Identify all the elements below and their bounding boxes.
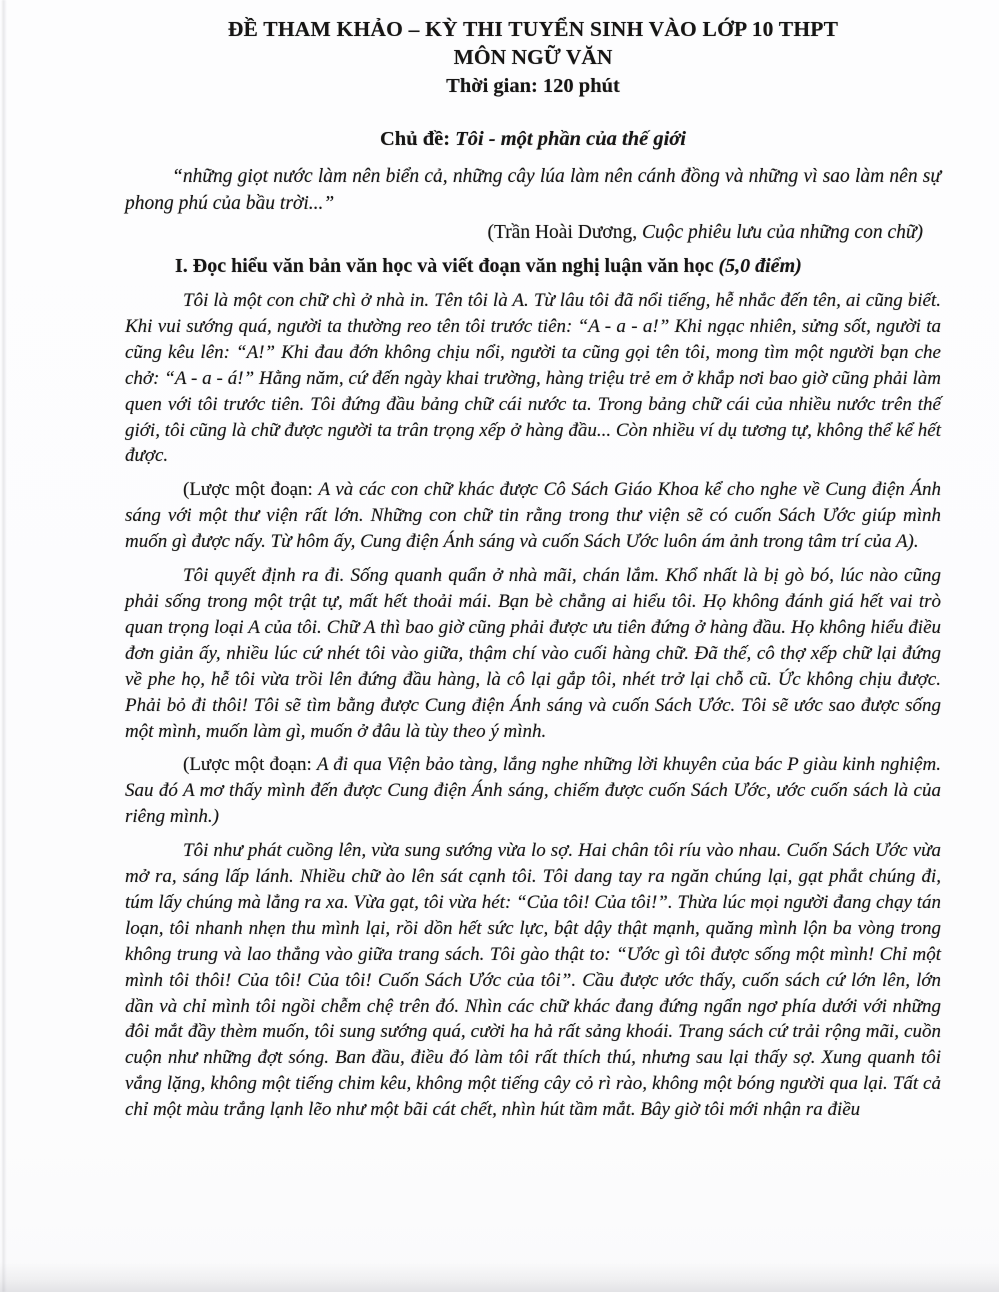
paragraph-text: Tôi quyết định ra đi. Sống quanh quẩn ở nhà mãi, chán lắm. Khổ nhất là bị gò bó, lúc nào cũng phải sống trong một trật tự, mất hết thoải mái. Bạn bè chẳng ai hiểu tôi. Họ không đánh giá hết vai trò quan trọng loại A của tôi. Chữ A thì bao giờ cũng phải được ưu tiên đứng ở hàng đầu. Họ không hiểu điều đơn giản ấy, nhiều lúc cứ nhét tôi vào giữa, thậm chí vào cuối hàng chữ. Đã thế, cô thợ xếp chữ lại đứng về phe họ, hễ tôi vừa trồi lên đứng đầu hàng, là cô lại gắp tôi, nhét trở lại chỗ cũ. Ức không chịu được. Phải bỏ đi thôi! Tôi sẽ tìm bằng được Cung điện Ánh sáng và cuốn Sách Ước. Tôi sẽ ước sao được sống một mình, muốn làm gì, muốn ở đâu là tùy theo ý mình. — [125, 565, 941, 742]
passage — [125, 288, 941, 1123]
epigraph-quote: “những giọt nước làm nên biển cả, những cây lúa làm nên cánh đồng và những vì sao làm nên sự phong phú của bầu trời...” — [125, 166, 941, 214]
page-bottom-edge-shadow — [0, 1262, 999, 1292]
exam-topic — [125, 125, 941, 153]
passage-paragraph — [125, 838, 941, 1123]
exam-header — [125, 16, 941, 101]
section-1-heading-points: (5,0 điểm) — [718, 255, 802, 277]
paragraph-text: A đi qua Viện bảo tàng, lắng nghe những lời khuyên của bác P giàu kinh nghiệm. Sau đó A mơ thấy mình đến được Cung điện Ánh sáng, chiếm được cuốn Sách Ước, ước cuốn sách là của riêng mình.) — [125, 754, 941, 828]
passage-paragraph — [125, 563, 941, 744]
exam-title-line2: MÔN NGỮ VĂN — [453, 45, 613, 69]
page-left-edge-shadow — [1, 0, 6, 1292]
passage-paragraph — [125, 288, 941, 469]
attribution-author: (Trần Hoài Dương, — [487, 222, 642, 243]
paragraph-lead: (Lược một đoạn: — [183, 754, 317, 776]
paragraph-text: Tôi là một con chữ chì ở nhà in. Tên tôi là A. Từ lâu tôi đã nổi tiếng, hễ nhắc đến tên, ai cũng biết. Khi vui sướng quá, người ta thường reo tên tôi trước tiên: “A - a - a!” Khi ngạc nhiên, sửng sốt, người ta cũng kêu lên: “A!” Khi đau đớn không chịu nổi, người ta cũng gọi tên tôi, mong tìm một người bạn che chở: “A - a - á!” Hằng năm, cứ đến ngày khai trường, hàng triệu trẻ em ở khắp nơi bao giờ cũng phải làm quen với tôi trước tiên. Tôi đứng đầu bảng chữ cái nước ta. Trong bảng chữ cái của nhiều nước trên thế giới, tôi cũng là chữ được người ta trân trọng xếp ở hàng đầu... Còn nhiều ví dụ tương tự, không thể kể hết được. — [125, 290, 941, 467]
document-content — [125, 16, 941, 1123]
exam-duration: Thời gian: 120 phút — [446, 75, 620, 97]
epigraph-attribution — [125, 219, 941, 246]
paragraph-text: Tôi như phát cuồng lên, vừa sung sướng vừa lo sợ. Hai chân tôi ríu vào nhau. Cuốn Sách Ước vừa mở ra, sáng lấp lánh. Nhiều chữ ào lên sát cạnh tôi. Tôi dang tay ra ngăn chúng lại, gạt phắt chúng đi, túm lấy chúng mà lẳng ra xa. Vừa gạt, tôi vừa hét: “Của tôi! Của tôi!”. Thừa lúc mọi người đang chạy tán loạn, tôi nhanh nhẹn thu mình lại, rồi dồn hết sức lực, bật dậy thật mạnh, quăng mình lộn ba vòng trong không trung và lao thẳng vào giữa trang sách. Tôi gào thật to: “Ước gì tôi được sống một mình! Chỉ một mình tôi thôi! Của tôi! Của tôi! Cuốn Sách Ước của tôi”. Cầu được ước thấy, cuốn sách cứ lớn lên, lớn dần và chỉ mình tôi ngồi chễm chệ trên đó. Nhìn các chữ khác đang đứng ngẩn ngơ phía dưới với những đôi mắt đầy thèm muốn, tôi sung sướng quá, cười ha hả rất sảng khoái. Trang sách cứ trải rộng mãi, cuồn cuộn như những đợt sóng. Ban đầu, điều đó làm tôi rất thích thú, nhưng sau lại thấy sợ. Xung quanh tôi vắng lặng, không một tiếng chim kêu, không một tiếng cây cỏ rì rào, không một bóng người qua lại. Tất cả chỉ một màu trắng lạnh lẽo như một bãi cát chết, nhìn hút tầm mắt. Bây giờ tôi mới nhận ra điều — [125, 840, 941, 1121]
paragraph-text: A và các con chữ khác được Cô Sách Giáo Khoa kể cho nghe về Cung điện Ánh sáng với một thư viện rất lớn. Những con chữ tin rằng trong thư viện sẽ có cuốn Sách Ước giúp mình muốn gì được nấy. Từ hôm ấy, Cung điện Ánh sáng và cuốn Sách Ước luôn ám ảnh trong tâm trí của A). — [125, 479, 942, 553]
exam-title-line1: ĐỀ THAM KHẢO – KỲ THI TUYỂN SINH VÀO LỚP 10 THPT — [227, 17, 839, 41]
section-1-heading-text: I. Đọc hiểu văn bản văn học và viết đoạn văn nghị luận văn học — [175, 255, 719, 277]
passage-paragraph — [125, 477, 941, 555]
section-1-heading — [125, 252, 941, 280]
passage-paragraph — [125, 752, 941, 830]
topic-label: Chủ đề: — [379, 128, 456, 150]
topic-value: Tôi - một phần của thế giới — [455, 128, 686, 150]
attribution-work-title: Cuộc phiêu lưu của những con chữ) — [641, 222, 923, 243]
paragraph-lead: (Lược một đoạn: — [183, 479, 319, 501]
